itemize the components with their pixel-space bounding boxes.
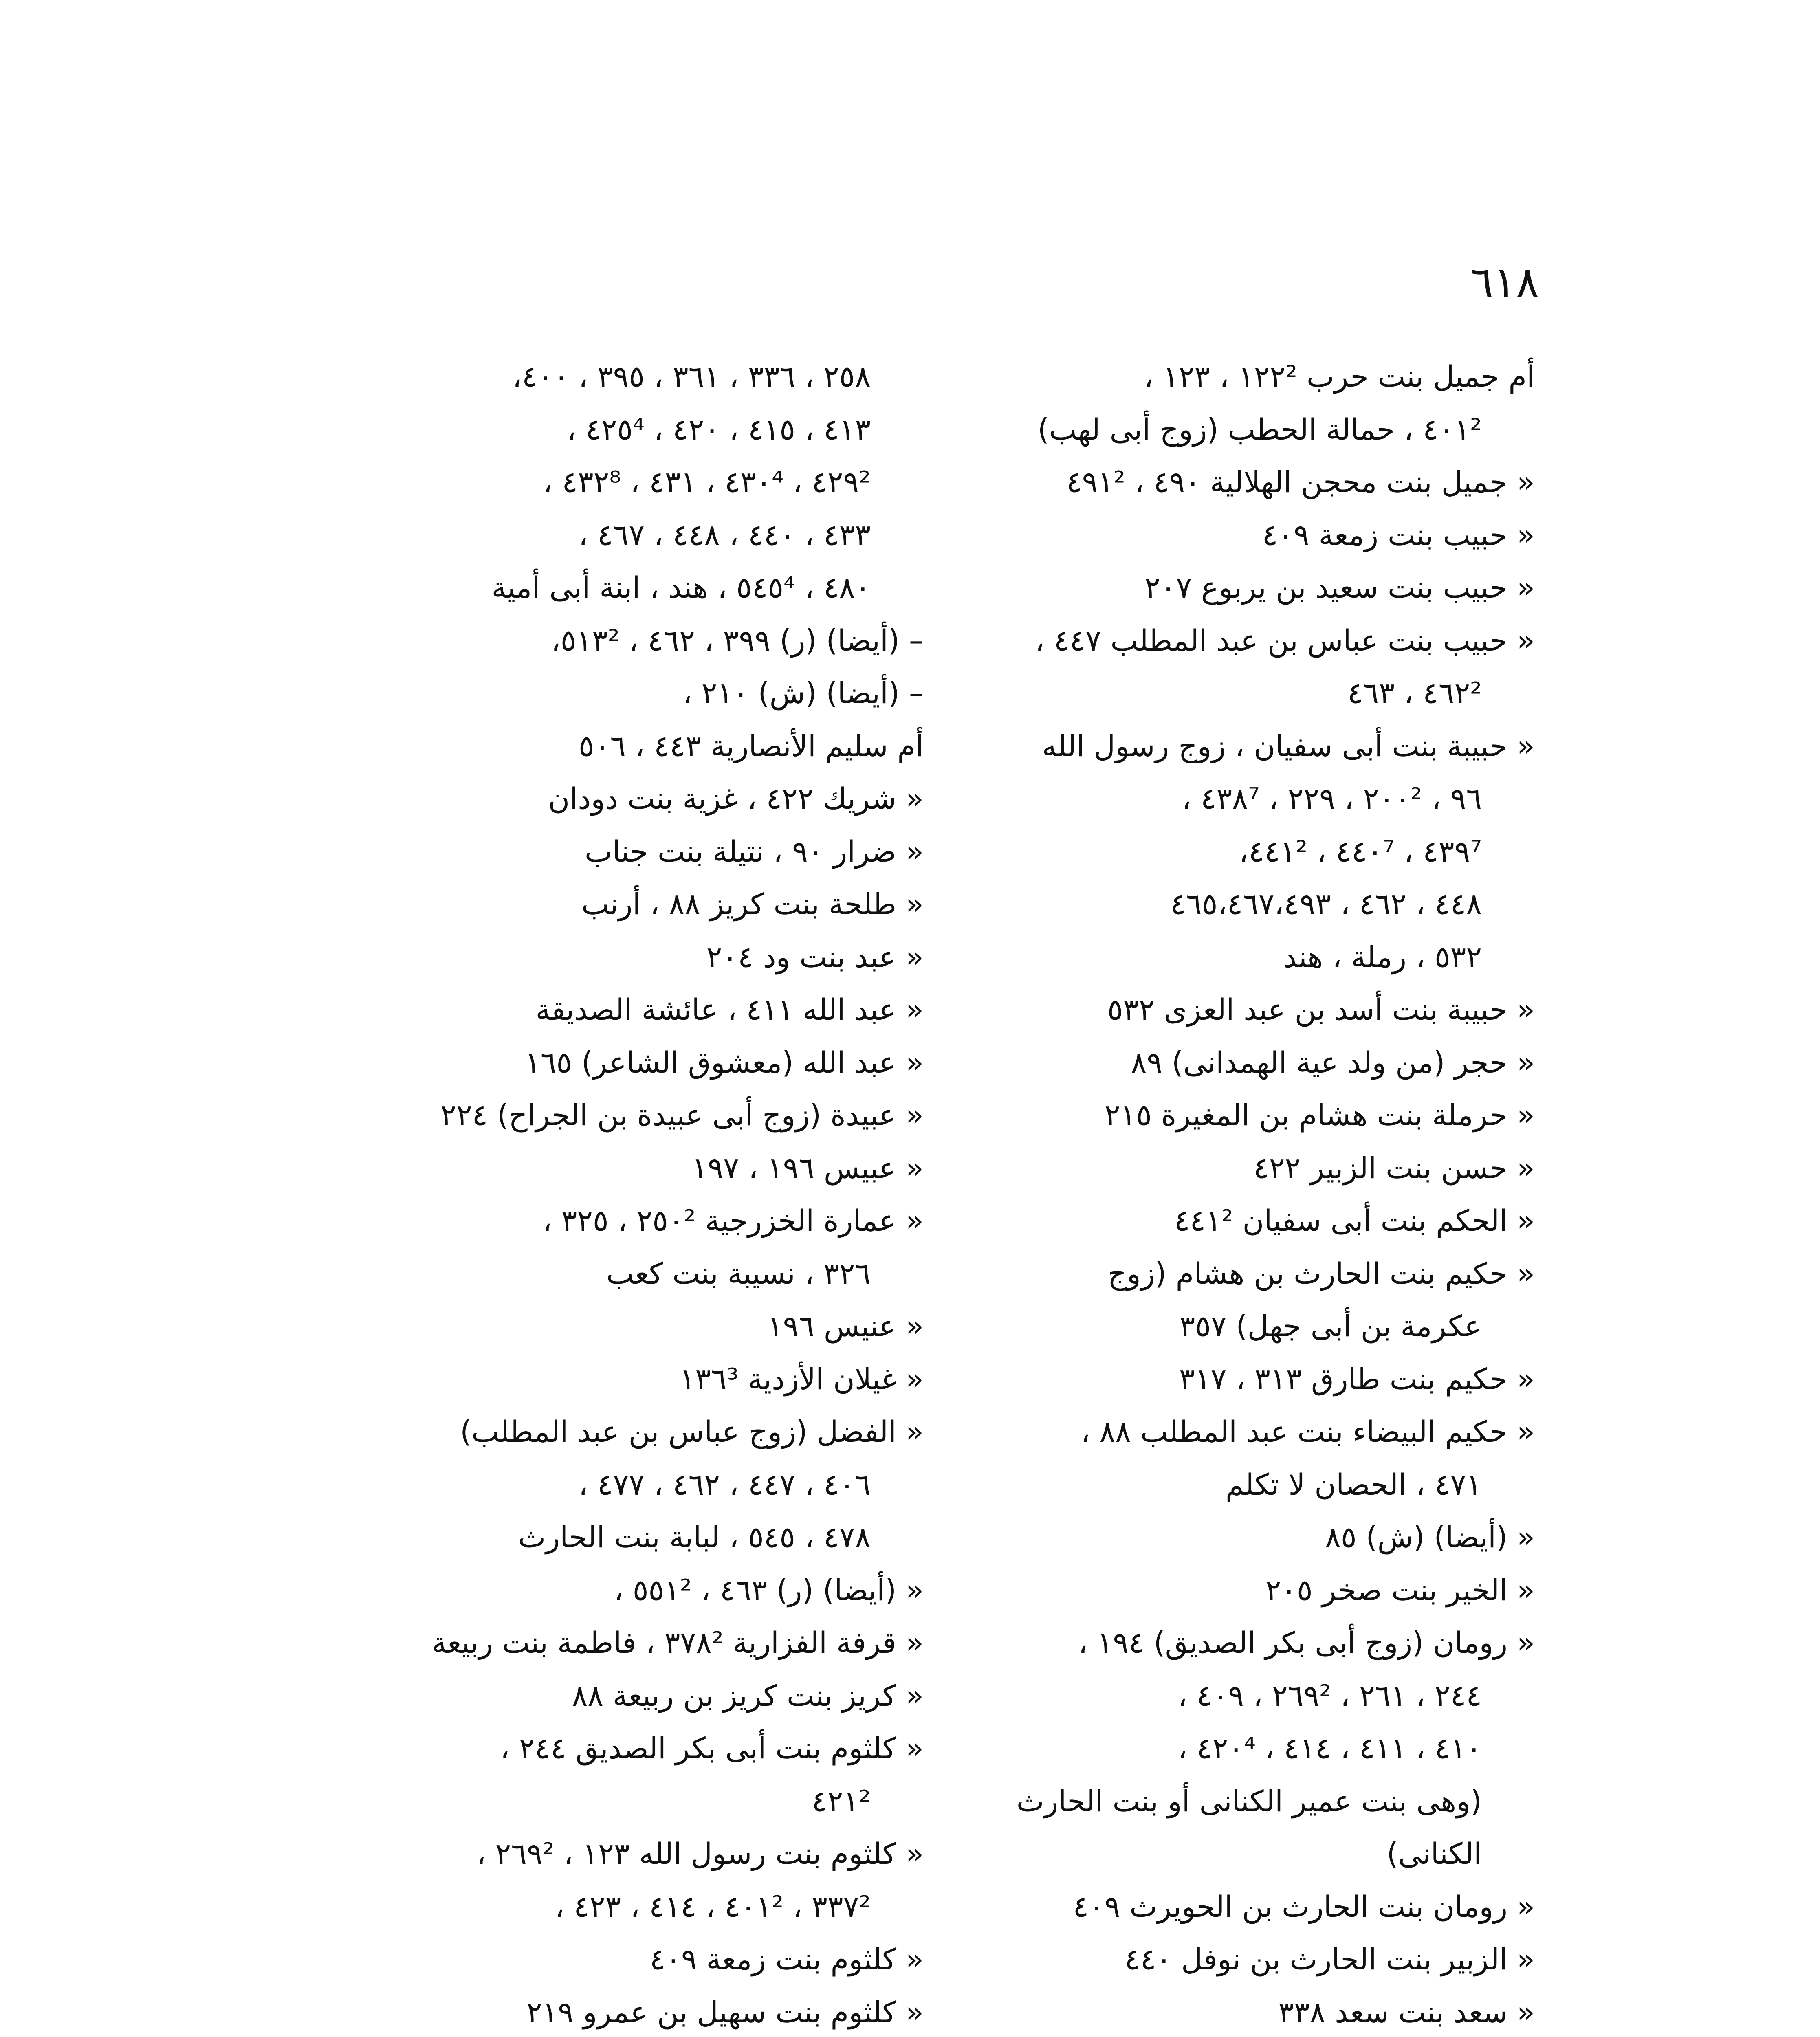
index-entry-line: – (أيضا) (ش) ٢١٠ ، [682, 676, 924, 710]
index-entry-line: « حبيب بنت زمعة ٤٠٩ [1262, 517, 1535, 552]
index-entry-line: « حبيبة بنت أسد بن عبد العزى ٥٣٢ [1107, 992, 1535, 1027]
index-entry-line: « حرملة بنت هشام بن المغيرة ٢١٥ [1104, 1098, 1535, 1132]
index-entry-line: « عبيس ١٩٦ ، ١٩٧ [691, 1150, 924, 1185]
index-entry-line: ٤١٣ ، ٤١٥ ، ٤٢٠ ، ٤٢٥⁴ ، [566, 412, 871, 447]
index-entry-line: « عمارة الخزرجية ٢٥٠² ، ٣٢٥ ، [542, 1203, 924, 1238]
index-entry-line: « كريز بنت كريز بن ربيعة ٨٨ [572, 1678, 924, 1713]
index-entry-line: « عبد الله ٤١١ ، عائشة الصديقة [535, 992, 924, 1027]
index-entry-line: « كلثوم بنت زمعة ٤٠٩ [649, 1942, 924, 1976]
index-entry-line: ٤٤٨ ، ٤٦٢ ، ٤٦٥،٤٦٧،٤٩٣ [1170, 887, 1482, 921]
index-entry-line: « غيلان الأزدية ١٣٦³ [679, 1362, 924, 1396]
index-entry-line: ٤١٠ ، ٤١١ ، ٤١٤ ، ٤٢٠⁴ ، [1177, 1731, 1482, 1765]
index-entry-line: « رومان (زوج أبى بكر الصديق) ١٩٤ ، [1078, 1626, 1535, 1660]
index-entry-line: « (أيضا) (ر) ٤٦٣ ، ٥٥١² ، [614, 1573, 924, 1607]
index-entry-line: « الحكم بنت أبى سفيان ٤٤١² [1174, 1203, 1535, 1238]
index-entry-line: ٩٦ ، ٢٠٠² ، ٢٢٩ ، ٤٣٨⁷ ، [1182, 781, 1482, 816]
index-entry-line: « عبيدة (زوج أبى عبيدة بن الجراح) ٢٢٤ [440, 1098, 924, 1132]
index-entry-line: « حبيب بنت سعيد بن يربوع ٢٠٧ [1144, 570, 1535, 605]
index-entry-line: « قرفة الفزارية ٣٧٨² ، فاطمة بنت ربيعة [431, 1626, 924, 1660]
index-entry-line: « حبيبة بنت أبى سفيان ، زوج رسول الله [1042, 728, 1535, 763]
index-entry-line: ٣٢٦ ، نسيبة بنت كعب [606, 1256, 871, 1291]
index-entry-line: عكرمة بن أبى جهل) ٣٥٧ [1179, 1309, 1482, 1343]
index-entry-line: – (أيضا) (ر) ٣٩٩ ، ٤٦٢ ، ٥١٣²، [551, 623, 924, 658]
index-entry-line: « حكيم البيضاء بنت عبد المطلب ٨٨ ، [1081, 1414, 1535, 1449]
index-entry-line: « سعد بنت سعد ٣٣٨ [1278, 1995, 1535, 2029]
index-entry-line: الكنانى) [1386, 1837, 1482, 1871]
index-entry-line: « حكيم بنت الحارث بن هشام (زوج [1107, 1256, 1535, 1291]
index-column-left [329, 350, 924, 2037]
index-entry-line: « حسن بنت الزبير ٤٢٢ [1253, 1150, 1535, 1185]
index-entry-line: « حبيب بنت عباس بن عبد المطلب ٤٤٧ ، [1035, 623, 1535, 658]
index-entry-line: ٢٤٤ ، ٢٦١ ، ٢٦٩² ، ٤٠٩ ، [1177, 1678, 1482, 1713]
index-entry-line: « ضرار ٩٠ ، نتيلة بنت جناب [585, 834, 924, 869]
index-entry-line: ٤٦٢² ، ٤٦٣ [1347, 676, 1482, 710]
index-entry-line: « كلثوم بنت رسول الله ١٢٣ ، ٢٦٩² ، [476, 1837, 924, 1871]
index-entry-line: ٤٢٩² ، ٤٣٠⁴ ، ٤٣١ ، ٤٣٢⁸ ، [543, 465, 871, 499]
index-entry-line: « الزبير بنت الحارث بن نوفل ٤٤٠ [1125, 1942, 1535, 1976]
index-entry-line: ٤٠١² ، حمالة الحطب (زوج أبى لهب) [1037, 412, 1482, 447]
index-entry-line: « كلثوم بنت سهيل بن عمرو ٢١٩ [526, 1995, 924, 2029]
index-entry-line: « عنيس ١٩٦ [767, 1309, 924, 1343]
index-entry-line: أم سليم الأنصارية ٤٤٣ ، ٥٠٦ [579, 728, 924, 763]
index-entry-line: ٤٧١ ، الحصان لا تكلم [1225, 1467, 1482, 1502]
index-entry-line: « كلثوم بنت أبى بكر الصديق ٢٤٤ ، [500, 1731, 924, 1765]
index-entry-line: ٣٣٧² ، ٤٠١² ، ٤١٤ ، ٤٢٣ ، [555, 1889, 871, 1924]
index-entry-line: ٤٨٠ ، ٥٤٥⁴ ، هند ، ابنة أبى أمية [491, 570, 871, 605]
index-entry-line: « حجر (من ولد عية الهمدانى) ٨٩ [1131, 1045, 1535, 1080]
index-entry-line: « الفضل (زوج عباس بن عبد المطلب) [460, 1414, 924, 1449]
index-entry-line: « جميل بنت محجن الهلالية ٤٩٠ ، ٤٩١² [1066, 465, 1535, 499]
index-entry-line: « (أيضا) (ش) ٨٥ [1325, 1520, 1535, 1554]
index-entry-line: « حكيم بنت طارق ٣١٣ ، ٣١٧ [1179, 1362, 1535, 1396]
index-entry-line: « عبد بنت ود ٢٠٤ [706, 939, 924, 974]
index-entry-line: « طلحة بنت كريز ٨٨ ، أرنب [581, 887, 924, 921]
index-entry-line: ٤٠٦ ، ٤٤٧ ، ٤٦٢ ، ٤٧٧ ، [578, 1467, 871, 1502]
index-entry-line: « عبد الله (معشوق الشاعر) ١٦٥ [525, 1045, 924, 1080]
index-entry-line: ٥٣٢ ، رملة ، هند [1283, 939, 1482, 974]
index-entry-line: (وهى بنت عمير الكنانى أو بنت الحارث [1016, 1784, 1482, 1818]
index-entry-line: « رومان بنت الحارث بن الحويرث ٤٠٩ [1073, 1889, 1535, 1924]
page-number: ٦١٨ [1470, 257, 1539, 307]
index-column-right [940, 350, 1535, 2037]
index-entry-line: ٤٣٣ ، ٤٤٠ ، ٤٤٨ ، ٤٦٧ ، [578, 517, 871, 552]
index-entry-line: « شريك ٤٢٢ ، غزية بنت دودان [548, 781, 924, 816]
index-entry-line: « الخير بنت صخر ٢٠٥ [1265, 1573, 1535, 1607]
index-entry-line: ٤٣٩⁷ ، ٤٤٠⁷ ، ٤٤١²، [1239, 834, 1482, 869]
index-entry-line: ٢٥٨ ، ٣٣٦ ، ٣٦١ ، ٣٩٥ ، ٤٠٠، [512, 359, 871, 394]
index-entry-line: أم جميل بنت حرب ١٢٢² ، ١٢٣ ، [1144, 359, 1535, 394]
index-entry-line: ٤٢١² [812, 1784, 871, 1818]
index-entry-line: ٤٧٨ ، ٥٤٥ ، لبابة بنت الحارث [518, 1520, 871, 1554]
